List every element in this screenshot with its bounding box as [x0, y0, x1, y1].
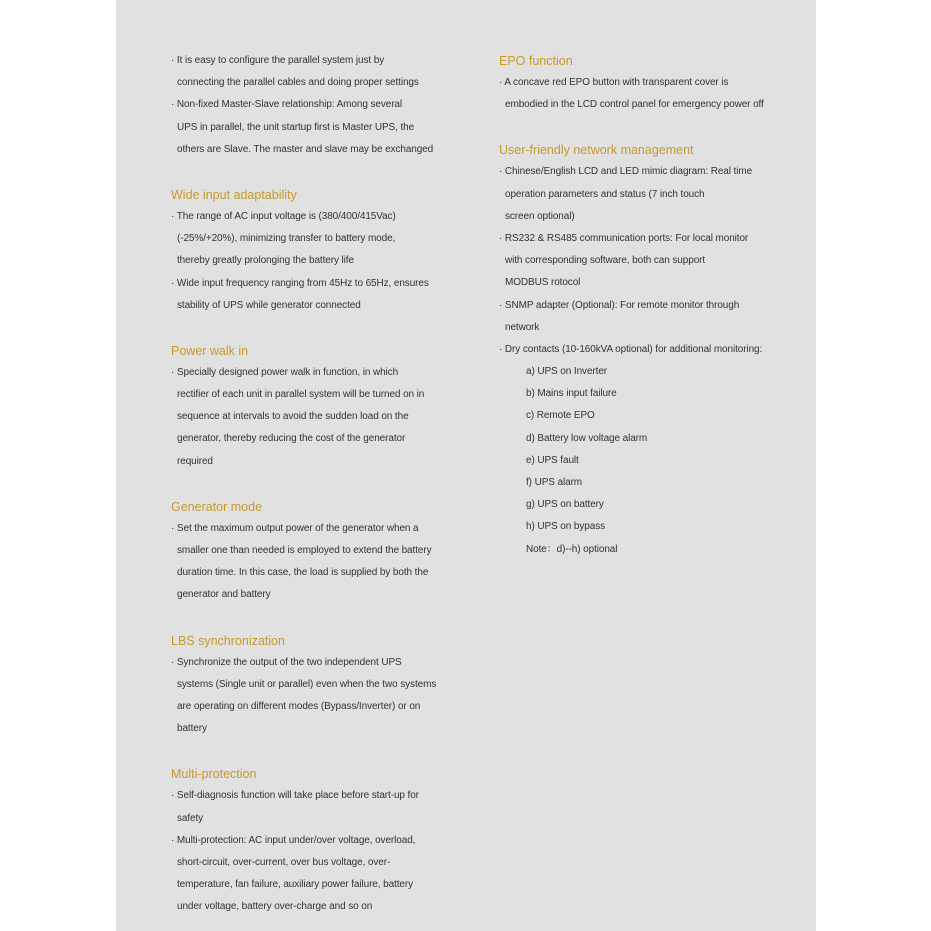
intro-line: UPS in parallel, the unit startup first is Master UPS, the — [177, 121, 415, 133]
intro-line: connecting the parallel cables and doing proper settings — [177, 77, 419, 89]
section-line: · Multi-protection: AC input under/over voltage, overload, — [171, 834, 416, 846]
section-line: duration time. In this case, the load is supplied by both the — [177, 567, 429, 579]
dry-contact-item: c) Remote EPO — [526, 410, 595, 422]
section-line: MODBUS rotocol — [505, 277, 581, 289]
right-column — [499, 50, 799, 561]
dry-contact-item: d) Battery low voltage alarm — [526, 432, 648, 444]
section-heading-epo: EPO function — [499, 54, 573, 68]
dry-contact-item: f) UPS alarm — [526, 477, 583, 488]
section-line: network — [505, 321, 540, 333]
section-line: · Synchronize the output of the two independent UPS — [171, 656, 402, 668]
section-line: screen optional) — [505, 210, 575, 222]
section-line: · SNMP adapter (Optional): For remote monitor through — [499, 299, 740, 311]
section-line: are operating on different modes (Bypass/Inverter) or on — [177, 700, 421, 712]
section-line: temperature, fan failure, auxiliary power failure, battery — [177, 879, 413, 891]
section-line: operation parameters and status (7 inch touch — [505, 188, 705, 200]
section-line: systems (Single unit or parallel) even when the two systems — [177, 678, 437, 690]
section-line: safety — [177, 812, 204, 824]
dry-contact-item: b) Mains input failure — [526, 388, 617, 400]
section-line: sequence at intervals to avoid the sudden load on the — [177, 411, 409, 423]
dry-contact-item: h) UPS on bypass — [526, 521, 605, 533]
dry-contact-note: Note：d)--h) optional — [526, 543, 618, 555]
section-line: stability of UPS while generator connected — [177, 299, 361, 311]
section-line: short-circuit, over-current, over bus voltage, over- — [177, 856, 391, 868]
section-line: embodied in the LCD control panel for emergency power off — [505, 99, 764, 111]
intro-line: others are Slave. The master and slave may be exchanged — [177, 143, 434, 155]
section-line: · Specially designed power walk in function, in which — [171, 366, 399, 378]
section-line: · Chinese/English LCD and LED mimic diagram: Real time — [499, 166, 753, 178]
section-line: (-25%/+20%), minimizing transfer to battery mode, — [177, 233, 396, 245]
section-line: · Dry contacts (10-160kVA optional) for additional monitoring: — [499, 343, 763, 355]
section-line: rectifier of each unit in parallel system will be turned on in — [177, 389, 425, 401]
section-line: · The range of AC input voltage is (380/400/415Vac) — [171, 210, 396, 222]
section-line: generator, thereby reducing the cost of the generator — [177, 433, 406, 445]
section-line: smaller one than needed is employed to extend the battery — [177, 545, 432, 556]
section-line: · Wide input frequency ranging from 45Hz to 65Hz, ensures — [171, 277, 429, 289]
brochure-page — [116, 0, 816, 931]
left-column — [171, 50, 461, 918]
section-line: · RS232 & RS485 communication ports: For local monitor — [499, 232, 749, 244]
section-line: generator and battery — [177, 589, 271, 601]
section-line: · Self-diagnosis function will take place before start-up for — [171, 790, 419, 802]
section-line: thereby greatly prolonging the battery life — [177, 255, 354, 267]
section-line: · Set the maximum output power of the generator when a — [171, 522, 419, 534]
intro-line: · It is easy to configure the parallel system just by — [171, 55, 385, 66]
section-line: required — [177, 455, 213, 467]
section-heading-lbs-sync: LBS synchronization — [171, 633, 285, 648]
section-line: with corresponding software, both can support — [505, 255, 706, 267]
section-line: under voltage, battery over-charge and so on — [177, 901, 373, 913]
intro-line: · Non-fixed Master-Slave relationship: Among several — [171, 99, 403, 111]
dry-contact-item: e) UPS fault — [526, 454, 579, 466]
section-heading-wide-input: Wide input adaptability — [171, 187, 297, 202]
section-heading-power-walk-in: Power walk in — [171, 343, 249, 358]
section-heading-multi-protection: Multi-protection — [171, 767, 257, 782]
section-line: · A concave red EPO button with transparent cover is — [499, 77, 729, 88]
section-line: battery — [177, 723, 207, 735]
section-heading-generator-mode: Generator mode — [171, 499, 263, 514]
section-heading-network-management: User-friendly network management — [499, 143, 694, 158]
dry-contact-item: a) UPS on Inverter — [526, 366, 608, 378]
dry-contact-item: g) UPS on battery — [526, 499, 604, 511]
